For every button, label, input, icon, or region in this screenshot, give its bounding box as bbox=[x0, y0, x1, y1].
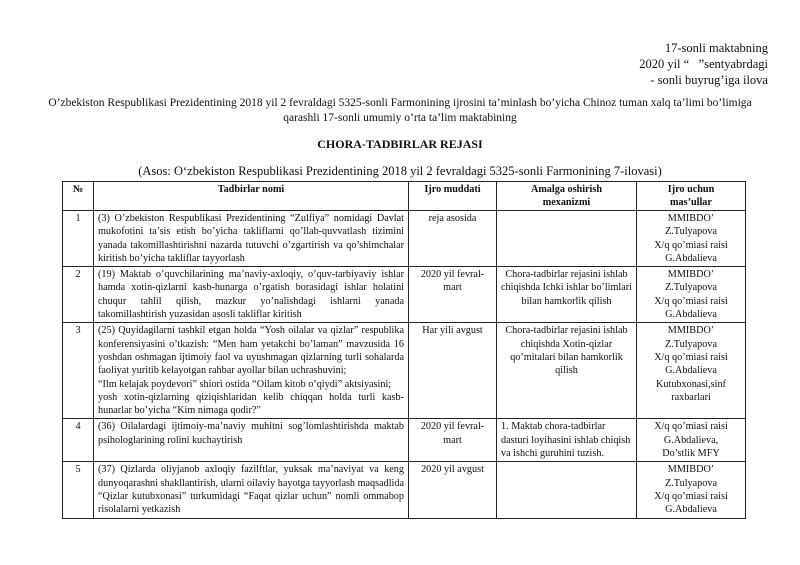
row-number: 4 bbox=[63, 419, 94, 462]
mechanism: Chora-tadbirlar rejasini ishlab chiqishda Ichki ishlar bo’limlari bilan hamkorlik qilish bbox=[497, 267, 637, 323]
table-row bbox=[63, 462, 746, 518]
responsible bbox=[637, 419, 746, 462]
row-number: 1 bbox=[63, 211, 94, 267]
table-row bbox=[63, 267, 746, 323]
approval-header bbox=[639, 40, 768, 88]
responsible-line: Do’stlik MFY bbox=[662, 448, 720, 460]
responsible-line: Z.Tulyapova bbox=[665, 282, 717, 294]
mechanism bbox=[497, 462, 637, 518]
responsible bbox=[637, 267, 746, 323]
responsible-line: X/q qo’miasi raisi bbox=[654, 421, 728, 433]
mechanism: 1. Maktab chora-tadbirlar dasturi loyihasini ishlab chiqish va ishchi guruhini tuzish. bbox=[497, 419, 637, 462]
intro-line-1: O’zbekiston Respublikasi Prezidentining 2018 yil 2 fevraldagi 5325-sonli Farmonining ijrosini ta’minlash bo’yicha Chinoz tuman xalq ta’limi bo’limiga bbox=[48, 97, 752, 109]
responsible-line: G.Abdalieva bbox=[665, 504, 717, 516]
header-responsible-line-2: mas’ullar bbox=[670, 197, 712, 208]
responsible-line: Kutubxonasi,sinf bbox=[656, 378, 726, 390]
measure-name: (37) Qizlarda oliyjanob axloqiy fazilftlar, yuksak ma’naviyat va keng dunyoqarashni shakllantirish, ularni oilaviy hayotga tayyorlash maqsadlida “Qizlar kutubxonasi” turkumidagi “Faqat qizlar uchun” nomli ommabop risolalarni yetkazish bbox=[94, 462, 409, 518]
responsible-line: G.Abdalieva, bbox=[663, 434, 719, 446]
header-mechanism bbox=[497, 182, 637, 211]
responsible-line: Z.Tulyapova bbox=[665, 338, 717, 350]
document-basis: (Asos: O‘zbekiston Respublikasi Prezidentining 2018 yil 2 fevraldagi 5325-sonli Farmonining 7-ilovasi) bbox=[138, 164, 662, 178]
responsible-line: X/q qo’miasi raisi bbox=[654, 295, 728, 307]
responsible-line: G.Abdalieva bbox=[665, 309, 717, 321]
row-number: 5 bbox=[63, 462, 94, 518]
measure-name-part: (25) Quyidagilarni tashkil etgan holda “Yosh oilalar va qizlar” respublika konferensiyasini o’tkazish: “Men ham yetakchi bo’laman” mavzusida 16 yoshdan oshmagan ijtimoiy faol va uyushmagan qizlarning turli sohalarda faoliyat yuritib kelayotgan rahbar ayollar bilan uchrashuvini; bbox=[98, 325, 404, 377]
deadline: Har yili avgust bbox=[409, 323, 497, 419]
responsible-line: X/q qo’miasi raisi bbox=[654, 490, 728, 502]
responsible bbox=[637, 211, 746, 267]
mechanism bbox=[497, 211, 637, 267]
responsible bbox=[637, 462, 746, 518]
deadline: 2020 yil fevral-mart bbox=[409, 267, 497, 323]
measure-name: (3) O’zbekiston Respublikasi Prezidentining “Zulfiya” nomidagi Davlat mukofotini ta’sis etish bo’yicha takliflarni qo’llab-quvvatlash tizimini yanada takomillashtirishni nazarda tutuvchi o’zgartirish va qo’shimchalar kiritish bo’yicha takliflar tayyorlash bbox=[94, 211, 409, 267]
row-number: 3 bbox=[63, 323, 94, 419]
header-responsible-line-1: Ijro uchun bbox=[667, 184, 715, 195]
document-intro bbox=[40, 96, 760, 126]
header-deadline: Ijro muddati bbox=[409, 182, 497, 211]
measures-table bbox=[62, 181, 746, 519]
header-measure-name: Tadbirlar nomi bbox=[94, 182, 409, 211]
responsible-line: X/q qo’miasi raisi bbox=[654, 351, 728, 363]
responsible-line: Z.Tulyapova bbox=[665, 477, 717, 489]
responsible-line: MMIBDO’ bbox=[667, 269, 715, 281]
responsible-line: X/q qo’miasi raisi bbox=[654, 239, 728, 251]
approval-line-order: - sonli buyrug’iga ilova bbox=[650, 73, 768, 87]
measure-name bbox=[94, 323, 409, 419]
approval-line-date: 2020 yil “ ”sentyabrdagi bbox=[639, 57, 768, 71]
header-number: № bbox=[63, 182, 94, 211]
header-mechanism-line-1: Amalga oshirish bbox=[530, 184, 603, 195]
responsible-line: G.Abdalieva bbox=[665, 252, 717, 264]
table-row bbox=[63, 419, 746, 462]
responsible-line: raxbarlari bbox=[671, 391, 711, 403]
measure-name-part: yosh xotin-qizlarning qiziqishlaridan kelib chiqqan holda turli kasb-hunarlar bo’yicha “Kim nimaga qodir?” bbox=[98, 391, 404, 417]
deadline: 2020 yil avgust bbox=[409, 462, 497, 518]
responsible-line: Z.Tulyapova bbox=[665, 226, 717, 238]
intro-line-2: qarashli 17-sonli umumiy o’rta ta’lim maktabining bbox=[283, 112, 517, 124]
table-row bbox=[63, 211, 746, 267]
responsible-line: MMIBDO’ bbox=[667, 213, 715, 224]
responsible bbox=[637, 323, 746, 419]
table-header-row bbox=[63, 182, 746, 211]
responsible-line: G.Abdalieva bbox=[665, 365, 717, 377]
header-responsible bbox=[637, 182, 746, 211]
header-mechanism-line-2: mexanizmi bbox=[542, 197, 591, 208]
document-title: CHORA-TADBIRLAR REJASI bbox=[317, 137, 483, 151]
table-row bbox=[63, 323, 746, 419]
responsible-line: MMIBDO’ bbox=[667, 464, 715, 476]
row-number: 2 bbox=[63, 267, 94, 323]
measure-name-part: “Ilm kelajak poydevori” shiori ostida “Oilam kitob o’qiydi” aktsiyasini; bbox=[98, 378, 392, 390]
deadline: reja asosida bbox=[409, 211, 497, 267]
measure-name: (36) Oilalardagi ijtimoiy-ma’naviy muhitni sog’lomlashtirishda maktab psihologlarining rolini kuchaytirish bbox=[94, 419, 409, 462]
deadline: 2020 yil fevral-mart bbox=[409, 419, 497, 462]
measure-name: (19) Maktab o’quvchilarining ma’naviy-axloqiy, o’quv-tarbiyaviy ishlar hamda xotin-qizlarni kasb-hunarga o’rgatish borasidagi ishlar holatini chuqur tahlil qilish, mazkur yo’nalishdagi ishlarni yanada takomillashtirish yuzasidan asosli takliflar kiritish bbox=[94, 267, 409, 323]
mechanism: Chora-tadbirlar rejasini ishlab chiqishda Xotin-qizlar qo’mitalari bilan hamkorlik qilish bbox=[497, 323, 637, 419]
responsible-line: MMIBDO’ bbox=[667, 325, 715, 337]
approval-line-school: 17-sonli maktabning bbox=[664, 41, 768, 55]
